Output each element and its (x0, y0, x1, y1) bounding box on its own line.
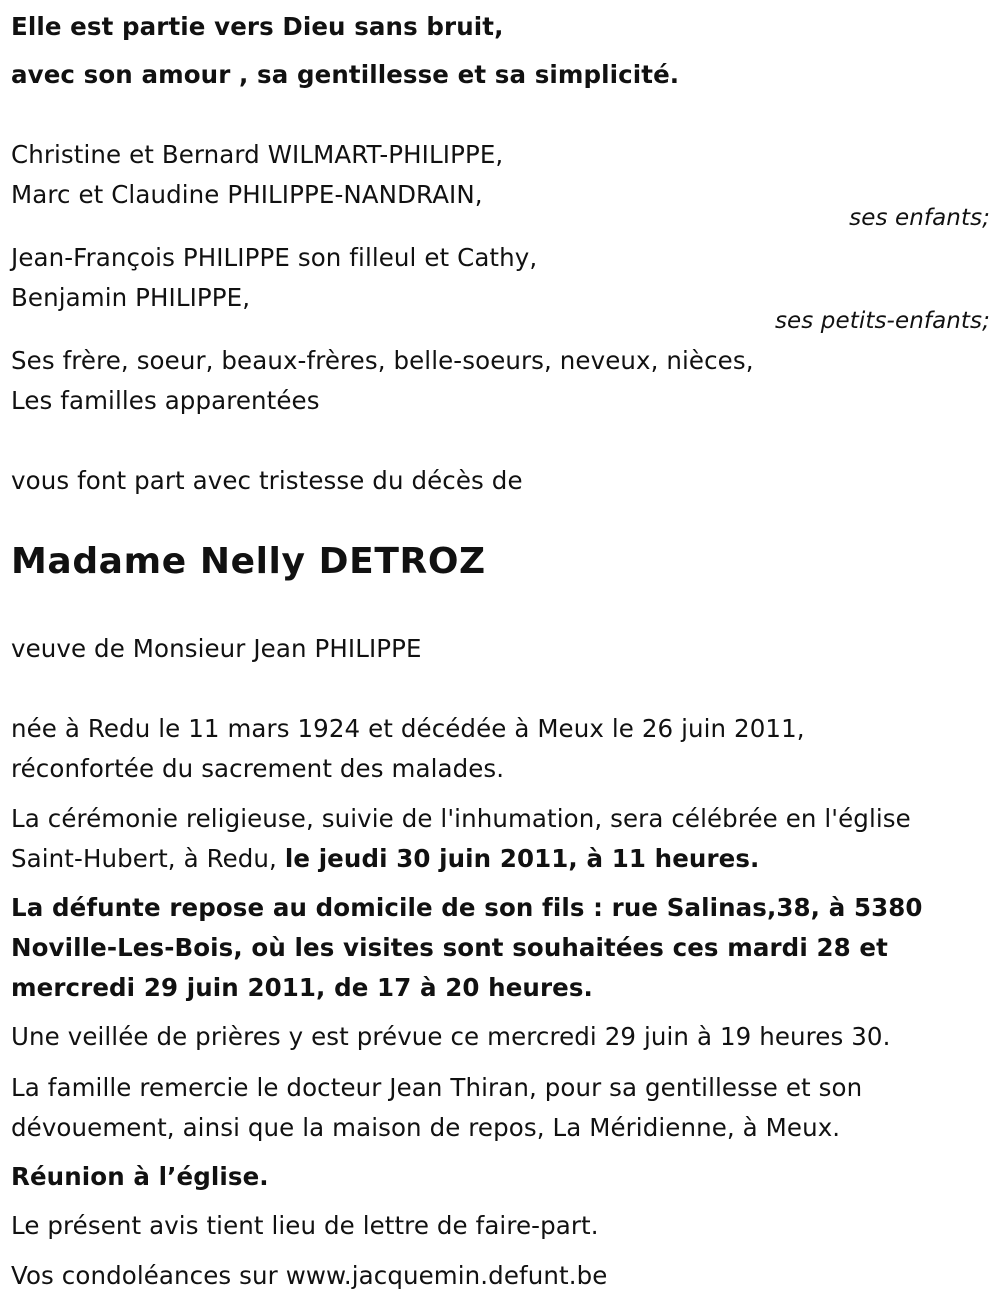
ceremony-date: le jeudi 30 juin 2011, à 11 heures. (284, 844, 760, 873)
condolences-link: Vos condoléances sur www.jacquemin.defunt.be (11, 1261, 608, 1290)
notice: Le présent avis tient lieu de lettre de faire-part. (11, 1211, 599, 1240)
children-line-2: Marc et Claudine PHILIPPE-NANDRAIN, (11, 180, 483, 209)
family-line-2: Les familles apparentées (11, 386, 320, 415)
birth-death-line-2: réconfortée du sacrement des malades. (11, 754, 505, 783)
grandchildren-line-1: Jean-François PHILIPPE son filleul et Cathy, (11, 243, 538, 272)
grandchildren-label: ses petits-enfants; (774, 308, 990, 334)
viewing-line-2: Noville-Les-Bois, où les visites sont souhaitées ces mardi 28 et (11, 933, 888, 962)
ceremony-location: Saint-Hubert, à Redu, (11, 844, 285, 873)
epigraph-line-2: avec son amour , sa gentillesse et sa simplicité. (11, 60, 680, 89)
viewing-line-3: mercredi 29 juin 2011, de 17 à 20 heures. (11, 973, 593, 1002)
children-label: ses enfants; (849, 205, 990, 231)
meeting-info: Réunion à l’église. (11, 1162, 269, 1191)
grandchildren-line-2: Benjamin PHILIPPE, (11, 283, 251, 312)
announcement: vous font part avec tristesse du décès de (11, 466, 523, 495)
birth-death-line-1: née à Redu le 11 mars 1924 et décédée à Meux le 26 juin 2011, (11, 714, 805, 743)
ceremony-line-1: La cérémonie religieuse, suivie de l'inhumation, sera célébrée en l'église (11, 804, 911, 833)
epigraph-line-1: Elle est partie vers Dieu sans bruit, (11, 12, 504, 41)
family-line-1: Ses frère, soeur, beaux-frères, belle-soeurs, neveux, nièces, (11, 346, 754, 375)
widow-of: veuve de Monsieur Jean PHILIPPE (11, 634, 422, 663)
deceased-name: Madame Nelly DETROZ (11, 541, 486, 582)
thanks-line-2: dévouement, ainsi que la maison de repos, La Méridienne, à Meux. (11, 1113, 841, 1142)
ceremony-line-2 (11, 844, 759, 874)
vigil: Une veillée de prières y est prévue ce mercredi 29 juin à 19 heures 30. (11, 1022, 891, 1051)
viewing-line-1: La défunte repose au domicile de son fils : rue Salinas,38, à 5380 (11, 893, 923, 922)
thanks-line-1: La famille remercie le docteur Jean Thiran, pour sa gentillesse et son (11, 1073, 863, 1102)
children-line-1: Christine et Bernard WILMART-PHILIPPE, (11, 140, 504, 169)
